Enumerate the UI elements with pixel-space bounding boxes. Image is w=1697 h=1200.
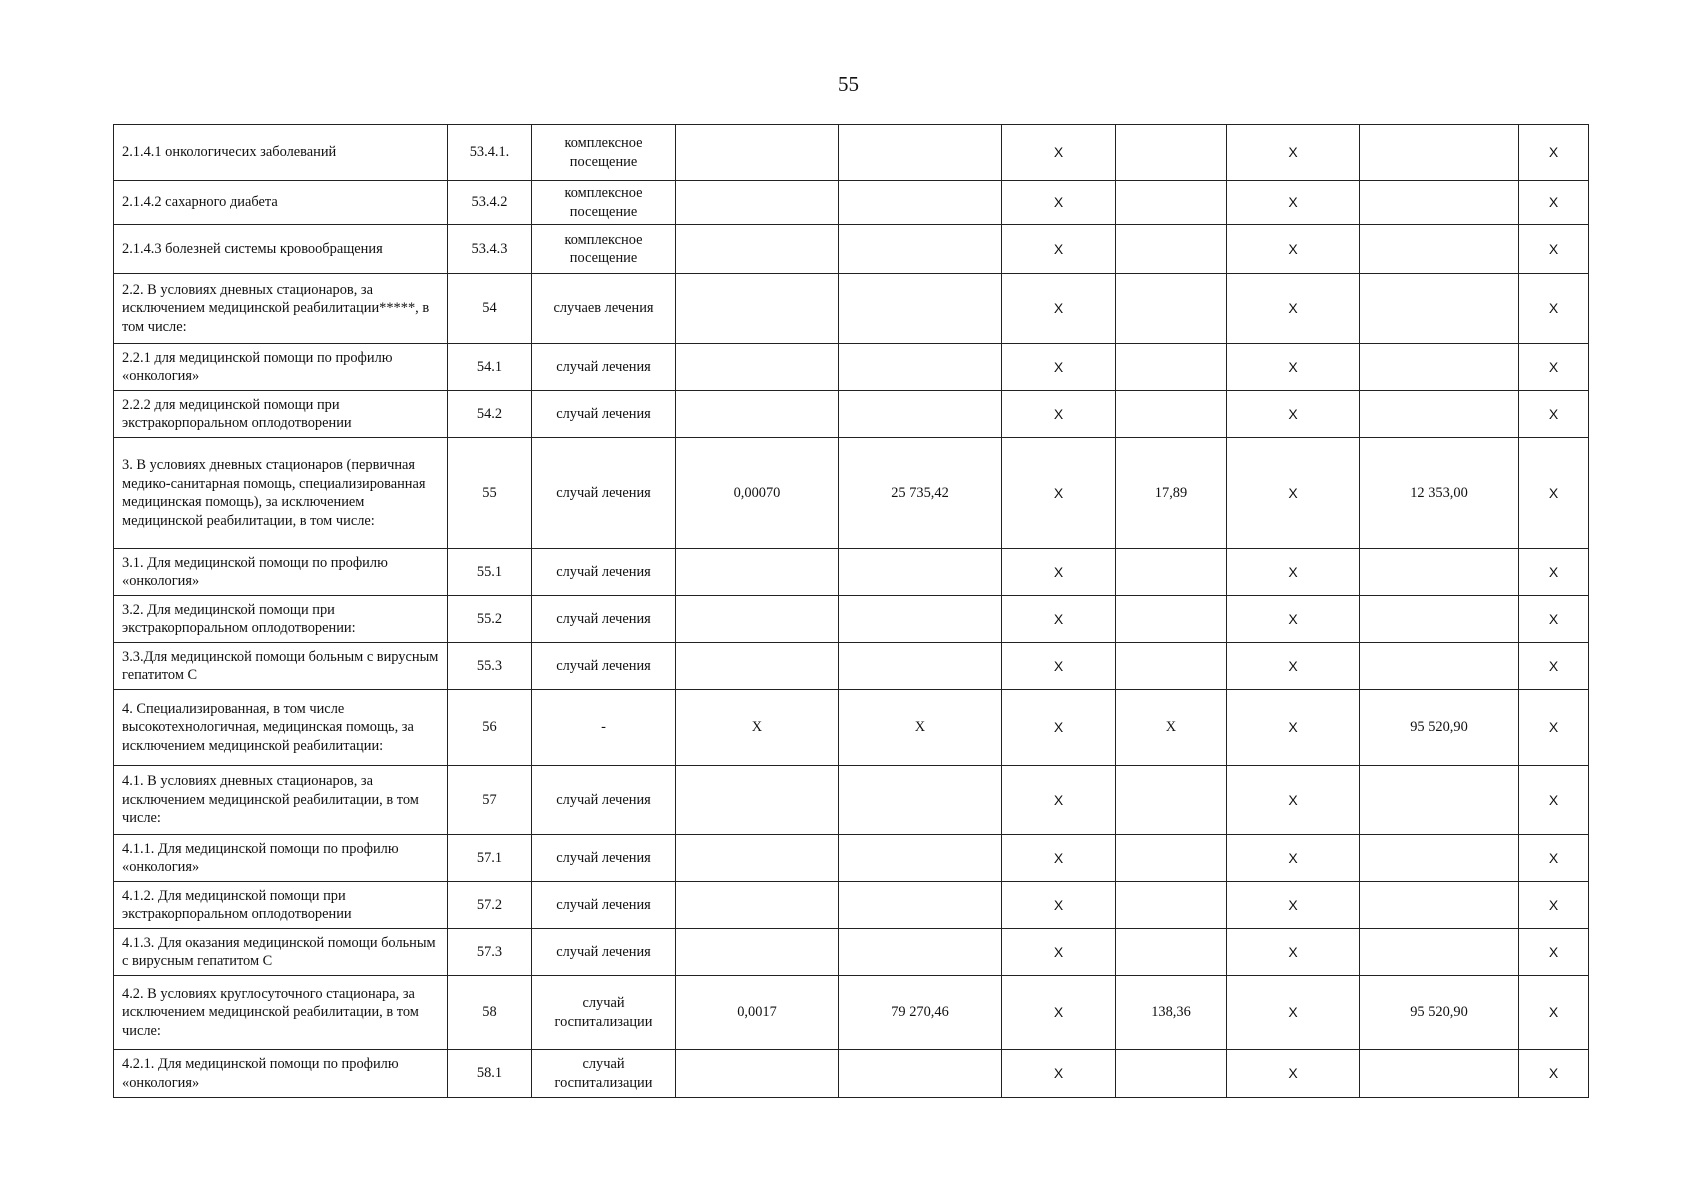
row-col7-cell bbox=[1116, 643, 1227, 690]
row-col7-cell bbox=[1116, 835, 1227, 882]
table-row bbox=[114, 929, 1589, 976]
row-code-cell: 53.4.3 bbox=[448, 225, 532, 274]
row-col4-cell: X bbox=[676, 690, 839, 766]
row-col9-cell bbox=[1360, 882, 1519, 929]
row-col5-cell bbox=[839, 344, 1002, 391]
row-col4-cell bbox=[676, 766, 839, 835]
row-code-cell: 53.4.1. bbox=[448, 125, 532, 181]
row-col8-cell: X bbox=[1227, 690, 1360, 766]
row-col4-cell: 0,00070 bbox=[676, 438, 839, 549]
row-col6-cell: X bbox=[1002, 596, 1116, 643]
table-row bbox=[114, 690, 1589, 766]
row-col10-cell: X bbox=[1519, 766, 1589, 835]
data-table bbox=[113, 124, 1589, 1098]
row-name-cell: 4.2.1. Для медицинской помощи по профилю «онкология» bbox=[114, 1050, 448, 1098]
row-col5-cell bbox=[839, 596, 1002, 643]
row-col7-cell bbox=[1116, 125, 1227, 181]
row-col10-cell: X bbox=[1519, 274, 1589, 344]
row-col5-cell bbox=[839, 929, 1002, 976]
row-name-cell: 2.2.1 для медицинской помощи по профилю «онкология» bbox=[114, 344, 448, 391]
row-col6-cell: X bbox=[1002, 549, 1116, 596]
row-col7-cell bbox=[1116, 929, 1227, 976]
row-code-cell: 57.2 bbox=[448, 882, 532, 929]
row-col8-cell: X bbox=[1227, 438, 1360, 549]
row-unit-cell: случай лечения bbox=[532, 344, 676, 391]
row-unit-cell: случай лечения bbox=[532, 882, 676, 929]
row-col10-cell: X bbox=[1519, 835, 1589, 882]
row-col10-cell: X bbox=[1519, 690, 1589, 766]
row-col5-cell bbox=[839, 225, 1002, 274]
table-row bbox=[114, 274, 1589, 344]
row-col9-cell bbox=[1360, 225, 1519, 274]
row-code-cell: 54.2 bbox=[448, 391, 532, 438]
row-unit-cell: случай лечения bbox=[532, 549, 676, 596]
row-col9-cell bbox=[1360, 125, 1519, 181]
row-col7-cell bbox=[1116, 391, 1227, 438]
row-col10-cell: X bbox=[1519, 181, 1589, 225]
row-name-cell: 3.1. Для медицинской помощи по профилю «онкология» bbox=[114, 549, 448, 596]
row-col10-cell: X bbox=[1519, 225, 1589, 274]
row-col4-cell bbox=[676, 596, 839, 643]
row-col4-cell bbox=[676, 391, 839, 438]
row-col5-cell bbox=[839, 1050, 1002, 1098]
table-row bbox=[114, 643, 1589, 690]
row-unit-cell: случаев лечения bbox=[532, 274, 676, 344]
row-col8-cell: X bbox=[1227, 391, 1360, 438]
row-col7-cell bbox=[1116, 181, 1227, 225]
row-unit-cell: комплексное посещение bbox=[532, 125, 676, 181]
row-col5-cell bbox=[839, 643, 1002, 690]
row-col10-cell: X bbox=[1519, 643, 1589, 690]
row-col9-cell bbox=[1360, 643, 1519, 690]
row-unit-cell: случай госпитализации bbox=[532, 1050, 676, 1098]
row-code-cell: 53.4.2 bbox=[448, 181, 532, 225]
row-col4-cell bbox=[676, 344, 839, 391]
row-col10-cell: X bbox=[1519, 438, 1589, 549]
row-code-cell: 54 bbox=[448, 274, 532, 344]
row-col5-cell bbox=[839, 274, 1002, 344]
row-col6-cell: X bbox=[1002, 766, 1116, 835]
row-code-cell: 57.3 bbox=[448, 929, 532, 976]
row-col4-cell bbox=[676, 835, 839, 882]
row-col10-cell: X bbox=[1519, 391, 1589, 438]
row-col8-cell: X bbox=[1227, 125, 1360, 181]
row-col4-cell bbox=[676, 274, 839, 344]
row-col10-cell: X bbox=[1519, 596, 1589, 643]
row-col4-cell: 0,0017 bbox=[676, 976, 839, 1050]
row-col5-cell: 79 270,46 bbox=[839, 976, 1002, 1050]
row-col7-cell bbox=[1116, 274, 1227, 344]
row-col10-cell: X bbox=[1519, 882, 1589, 929]
row-col8-cell: X bbox=[1227, 225, 1360, 274]
row-code-cell: 57 bbox=[448, 766, 532, 835]
row-col7-cell bbox=[1116, 766, 1227, 835]
row-col5-cell bbox=[839, 125, 1002, 181]
row-unit-cell: случай лечения bbox=[532, 766, 676, 835]
row-name-cell: 4.1.3. Для оказания медицинской помощи больным с вирусным гепатитом С bbox=[114, 929, 448, 976]
row-col8-cell: X bbox=[1227, 181, 1360, 225]
table-row bbox=[114, 344, 1589, 391]
row-col9-cell bbox=[1360, 344, 1519, 391]
row-name-cell: 3. В условиях дневных стационаров (первичная медико-санитарная помощь, специализированная медицинская помощь), за исключением медицинской реабилитации, в том числе: bbox=[114, 438, 448, 549]
row-col7-cell: X bbox=[1116, 690, 1227, 766]
table-row bbox=[114, 125, 1589, 181]
row-name-cell: 2.2.2 для медицинской помощи при экстракорпоральном оплодотворении bbox=[114, 391, 448, 438]
row-unit-cell: случай лечения bbox=[532, 929, 676, 976]
table-row bbox=[114, 596, 1589, 643]
row-code-cell: 55.2 bbox=[448, 596, 532, 643]
table-row bbox=[114, 391, 1589, 438]
table-row bbox=[114, 225, 1589, 274]
row-col5-cell: X bbox=[839, 690, 1002, 766]
row-name-cell: 3.3.Для медицинской помощи больным с вирусным гепатитом С bbox=[114, 643, 448, 690]
row-col8-cell: X bbox=[1227, 1050, 1360, 1098]
row-code-cell: 54.1 bbox=[448, 344, 532, 391]
row-name-cell: 2.1.4.1 онкологичесиx заболеваний bbox=[114, 125, 448, 181]
row-col4-cell bbox=[676, 181, 839, 225]
row-col8-cell: X bbox=[1227, 976, 1360, 1050]
row-col6-cell: X bbox=[1002, 1050, 1116, 1098]
row-col7-cell bbox=[1116, 225, 1227, 274]
row-unit-cell: комплексное посещение bbox=[532, 225, 676, 274]
row-col6-cell: X bbox=[1002, 344, 1116, 391]
row-col4-cell bbox=[676, 643, 839, 690]
row-col8-cell: X bbox=[1227, 274, 1360, 344]
row-col8-cell: X bbox=[1227, 549, 1360, 596]
row-col7-cell bbox=[1116, 549, 1227, 596]
row-name-cell: 2.2. В условиях дневных стационаров, за исключением медицинской реабилитации*****, в том числе: bbox=[114, 274, 448, 344]
row-col5-cell bbox=[839, 181, 1002, 225]
row-col6-cell: X bbox=[1002, 643, 1116, 690]
table-row bbox=[114, 549, 1589, 596]
row-col8-cell: X bbox=[1227, 596, 1360, 643]
row-col4-cell bbox=[676, 882, 839, 929]
row-col6-cell: X bbox=[1002, 690, 1116, 766]
row-name-cell: 4.1.2. Для медицинской помощи при экстракорпоральном оплодотворении bbox=[114, 882, 448, 929]
row-col6-cell: X bbox=[1002, 274, 1116, 344]
row-col10-cell: X bbox=[1519, 1050, 1589, 1098]
table-row bbox=[114, 1050, 1589, 1098]
row-code-cell: 55.1 bbox=[448, 549, 532, 596]
row-unit-cell: случай лечения bbox=[532, 643, 676, 690]
row-col6-cell: X bbox=[1002, 929, 1116, 976]
row-unit-cell: случай лечения bbox=[532, 835, 676, 882]
row-name-cell: 3.2. Для медицинской помощи при экстракорпоральном оплодотворении: bbox=[114, 596, 448, 643]
table-row bbox=[114, 438, 1589, 549]
row-col5-cell bbox=[839, 766, 1002, 835]
row-col4-cell bbox=[676, 125, 839, 181]
table-row bbox=[114, 976, 1589, 1050]
row-col4-cell bbox=[676, 929, 839, 976]
row-name-cell: 4. Специализированная, в том числе высокотехнологичная, медицинская помощь, за исключением медицинской реабилитации: bbox=[114, 690, 448, 766]
page-number: 55 bbox=[838, 72, 859, 96]
row-col5-cell bbox=[839, 882, 1002, 929]
row-unit-cell: случай лечения bbox=[532, 438, 676, 549]
row-col8-cell: X bbox=[1227, 643, 1360, 690]
row-col9-cell: 95 520,90 bbox=[1360, 690, 1519, 766]
row-code-cell: 55.3 bbox=[448, 643, 532, 690]
row-col4-cell bbox=[676, 1050, 839, 1098]
row-col8-cell: X bbox=[1227, 882, 1360, 929]
row-unit-cell: - bbox=[532, 690, 676, 766]
row-unit-cell: случай лечения bbox=[532, 596, 676, 643]
row-code-cell: 55 bbox=[448, 438, 532, 549]
row-col7-cell bbox=[1116, 596, 1227, 643]
row-col10-cell: X bbox=[1519, 549, 1589, 596]
row-col9-cell bbox=[1360, 549, 1519, 596]
row-col9-cell bbox=[1360, 766, 1519, 835]
row-col9-cell bbox=[1360, 181, 1519, 225]
table-row bbox=[114, 766, 1589, 835]
row-code-cell: 57.1 bbox=[448, 835, 532, 882]
row-col8-cell: X bbox=[1227, 929, 1360, 976]
row-code-cell: 58 bbox=[448, 976, 532, 1050]
row-col10-cell: X bbox=[1519, 976, 1589, 1050]
row-col6-cell: X bbox=[1002, 835, 1116, 882]
row-unit-cell: комплексное посещение bbox=[532, 181, 676, 225]
row-name-cell: 2.1.4.3 болезней системы кровообращения bbox=[114, 225, 448, 274]
row-col9-cell bbox=[1360, 929, 1519, 976]
row-col5-cell: 25 735,42 bbox=[839, 438, 1002, 549]
row-col7-cell bbox=[1116, 344, 1227, 391]
table-row bbox=[114, 181, 1589, 225]
row-col8-cell: X bbox=[1227, 835, 1360, 882]
row-name-cell: 2.1.4.2 сахарного диабета bbox=[114, 181, 448, 225]
table-row bbox=[114, 882, 1589, 929]
row-col9-cell bbox=[1360, 596, 1519, 643]
row-col6-cell: X bbox=[1002, 976, 1116, 1050]
row-code-cell: 58.1 bbox=[448, 1050, 532, 1098]
row-col9-cell bbox=[1360, 835, 1519, 882]
row-col5-cell bbox=[839, 549, 1002, 596]
row-col6-cell: X bbox=[1002, 882, 1116, 929]
row-col8-cell: X bbox=[1227, 766, 1360, 835]
row-col7-cell bbox=[1116, 882, 1227, 929]
row-col6-cell: X bbox=[1002, 225, 1116, 274]
row-col10-cell: X bbox=[1519, 344, 1589, 391]
row-code-cell: 56 bbox=[448, 690, 532, 766]
row-name-cell: 4.2. В условиях круглосуточного стационара, за исключением медицинской реабилитации, в том числе: bbox=[114, 976, 448, 1050]
table-row bbox=[114, 835, 1589, 882]
row-name-cell: 4.1. В условиях дневных стационаров, за исключением медицинской реабилитации, в том числе: bbox=[114, 766, 448, 835]
row-col9-cell: 95 520,90 bbox=[1360, 976, 1519, 1050]
row-col6-cell: X bbox=[1002, 125, 1116, 181]
row-col9-cell bbox=[1360, 391, 1519, 438]
row-col10-cell: X bbox=[1519, 929, 1589, 976]
row-col6-cell: X bbox=[1002, 438, 1116, 549]
row-col6-cell: X bbox=[1002, 391, 1116, 438]
row-col5-cell bbox=[839, 391, 1002, 438]
row-col4-cell bbox=[676, 549, 839, 596]
row-col7-cell bbox=[1116, 1050, 1227, 1098]
row-unit-cell: случай лечения bbox=[532, 391, 676, 438]
row-col4-cell bbox=[676, 225, 839, 274]
row-col7-cell: 17,89 bbox=[1116, 438, 1227, 549]
table-body bbox=[114, 125, 1589, 1098]
row-col9-cell bbox=[1360, 274, 1519, 344]
row-col10-cell: X bbox=[1519, 125, 1589, 181]
row-col9-cell: 12 353,00 bbox=[1360, 438, 1519, 549]
row-unit-cell: случай госпитализации bbox=[532, 976, 676, 1050]
row-col7-cell: 138,36 bbox=[1116, 976, 1227, 1050]
row-col8-cell: X bbox=[1227, 344, 1360, 391]
row-col5-cell bbox=[839, 835, 1002, 882]
row-col9-cell bbox=[1360, 1050, 1519, 1098]
row-col6-cell: X bbox=[1002, 181, 1116, 225]
row-name-cell: 4.1.1. Для медицинской помощи по профилю «онкология» bbox=[114, 835, 448, 882]
